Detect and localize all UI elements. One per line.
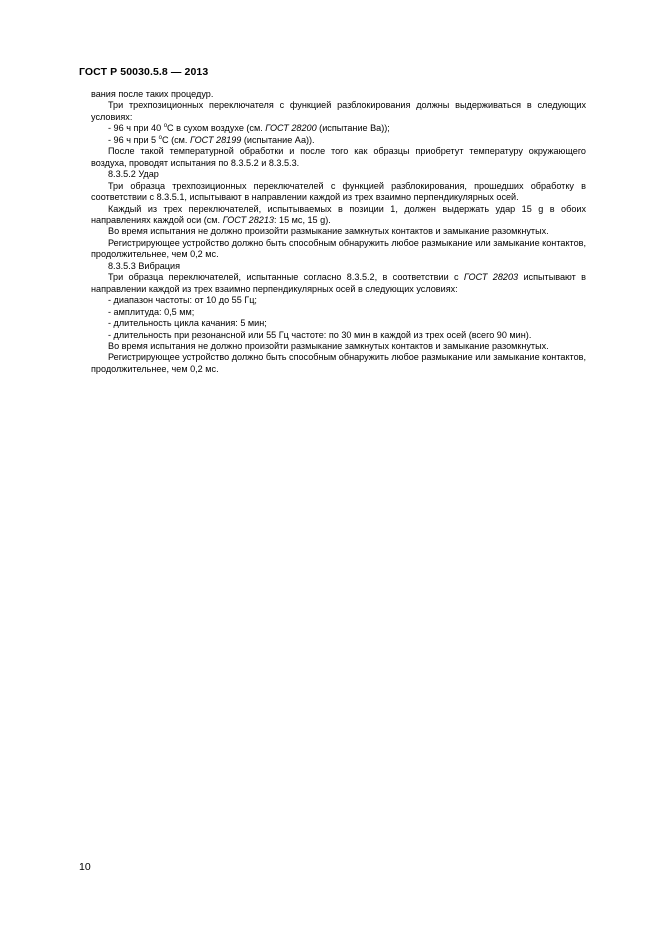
list-item-text: - 96 ч при 5 (108, 134, 159, 145)
list-item-dry-heat (91, 123, 586, 134)
document-body (91, 89, 586, 375)
paragraph-shock-contacts: Во время испытания не должно произойти размыкание замкнутых контактов и замыкание разомкнутых. (108, 226, 549, 237)
paragraph-vibration-recorder: Регистрирующее устройство должно быть способным обнаружить любое размыкание или замыкание контактов, продолжительнее, чем 0,2 мс. (91, 352, 586, 374)
list-item-text: (испытание Аа)). (241, 134, 315, 145)
paragraph-conditions-intro: Три трехпозиционных переключателя с функцией разблокирования должны выдерживаться в следующих условиях: (91, 100, 586, 122)
paragraph-text: : 15 мс, 15 g). (273, 214, 331, 225)
list-item-sweep-cycle: - длительность цикла качания: 5 мин; (108, 318, 267, 329)
list-item-cold (91, 135, 586, 146)
document-header: ГОСТ Р 50030.5.8 — 2013 (79, 66, 209, 78)
degree-sign: о (158, 134, 162, 141)
standard-reference: ГОСТ 28213 (222, 214, 274, 225)
section-heading-vibration: 8.3.5.3 Вибрация (108, 260, 181, 271)
paragraph-after-treatment: После такой температурной обработки и после того как образцы приобретут температуру окружающего воздуха, проводят испытания по 8.3.5.2 и 8.3.5.3. (91, 146, 586, 168)
page-number: 10 (79, 861, 91, 873)
paragraph-shock-samples: Три образца трехпозиционных переключателей с функцией разблокирования, прошедших обработку в соответствии с 8.3.5.1, испытывают в направлении каждой из трех взаимно перпендикулярных осей. (91, 180, 586, 203)
paragraph-vibration-contacts: Во время испытания не должно произойти размыкание замкнутых контактов и замыкание разомкнутых. (108, 340, 549, 351)
standard-reference: ГОСТ 28203 (463, 272, 519, 283)
paragraph-shock-requirement (91, 204, 586, 227)
paragraph-vibration-samples (91, 272, 586, 295)
list-item-text: (испытание Ва)); (316, 123, 390, 134)
list-item-amplitude: - амплитуда: 0,5 мм; (108, 306, 195, 317)
standard-reference: ГОСТ 28199 (189, 134, 242, 145)
paragraph-text: Каждый из трех переключателей, испытываемых в позиции 1, должен выдержать удар 15 g в обоих направлениях каждой оси (см. (91, 203, 586, 225)
list-item-text: С в сухом воздухе (см. (167, 123, 266, 134)
paragraph-text: Три образца переключателей, испытанные согласно 8.3.5.2, в соответствии с (108, 272, 464, 283)
list-item-resonance-duration: - длительность при резонансной или 55 Гц частоте: по 30 мин в каждой из трех осей (всего 90 мин). (108, 329, 532, 340)
section-heading-shock: 8.3.5.2 Удар (108, 169, 159, 180)
degree-sign: о (163, 123, 168, 130)
list-item-frequency-range: - диапазон частоты: от 10 до 55 Гц; (108, 295, 257, 306)
paragraph-continuation: вания после таких процедур. (91, 89, 214, 99)
standard-reference: ГОСТ 28200 (265, 123, 317, 134)
list-item-text: С (см. (161, 134, 190, 145)
list-item-text: - 96 ч при 40 (108, 123, 164, 134)
paragraph-text: испытывают в направлении каждой из трех взаимно перпендикулярных осей в следующих условиях: (91, 272, 586, 294)
paragraph-shock-recorder: Регистрирующее устройство должно быть способным обнаружить любое размыкание или замыкание контактов, продолжительнее, чем 0,2 мс. (91, 237, 586, 260)
